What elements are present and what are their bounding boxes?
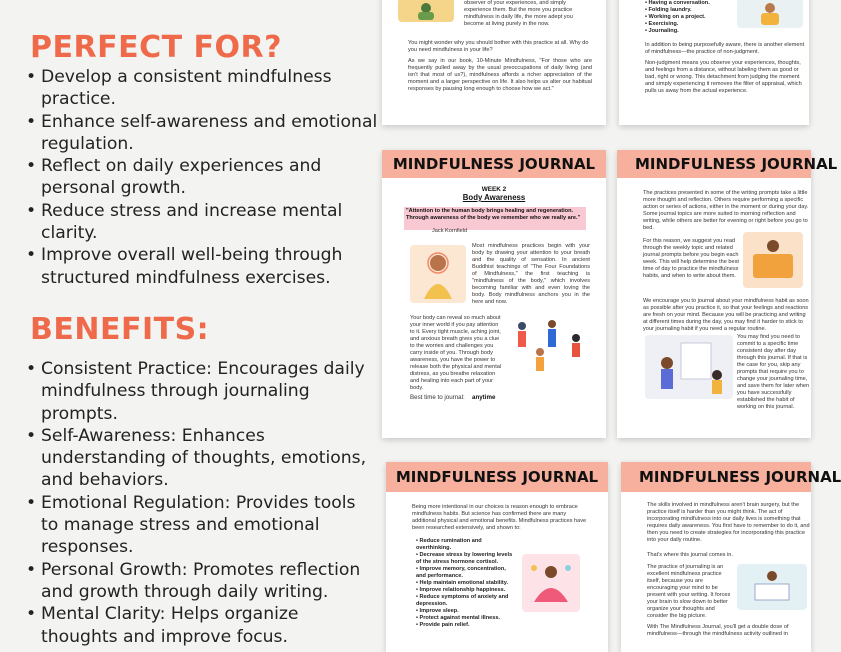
list-item: • Personal Growth: Promotes reflection and growth through daily writing. <box>26 559 378 604</box>
page-banner <box>386 462 608 492</box>
page-title: MINDFULNESS JOURNAL <box>639 468 841 486</box>
benefits-heading: BENEFITS: <box>30 312 210 347</box>
page-title: MINDFULNESS JOURNAL <box>635 155 838 173</box>
list-item: • Reflect on daily experiences and personal growth. <box>26 155 378 200</box>
list-item: • Improve sleep. <box>416 608 514 615</box>
page-text: You may find you need to commit to a specific time consistent day after day through this journal. If that is the case for you, skip any prompts that require you to change your journaling time, and save them for later when you have successfully established the habit of working on this journal. <box>737 334 810 410</box>
list-item: • Improve relationship happiness. <box>416 587 514 594</box>
list-item: • Develop a consistent mindfulness practice. <box>26 66 378 111</box>
quote-author: Jack Kornfield <box>432 228 468 234</box>
benefit-list <box>416 538 514 629</box>
week-label: WEEK 2 <box>481 186 507 193</box>
best-time-label: Best time to journal: <box>410 394 465 401</box>
page-text: You might wonder why you should bother with this practice at all. Why do you need mindfulness in your life? <box>408 40 589 53</box>
list-item: • Self-Awareness: Enhances understanding of thoughts, emotions, and behaviors. <box>26 425 378 492</box>
list-item: • Improve memory, concentration, and performance. <box>416 566 514 580</box>
page-title: MINDFULNESS JOURNAL <box>395 468 599 486</box>
page-text: Your body can reveal so much about your inner world if you pay attention to it. Every tight muscle, aching joint, and anxious breath gives you a clue to the worries and challenges you carry inside of you. Through body awareness, you have the power to release both the physical and mental distress, as you breathe relaxation and healing into each part of your body. <box>410 315 502 391</box>
page-text: The practices presented in some of the writing prompts take a little more thought and reflection. Others require performing a specific action or series of actions, either in the moment or during your day. Some journal topics are more suited to morning reflection and writing, while others are better for evening or right before you go to bed. <box>643 190 809 231</box>
page-banner <box>617 150 838 178</box>
page-text: observer of your experiences, and simply experience them. But the more you practice mindfulness in daily life, the more adept you become at living purely in the now. <box>464 0 573 27</box>
list-item: • Mental Clarity: Helps organize thoughts and improve focus. <box>26 603 378 648</box>
list-item: • Reduce symptoms of anxiety and depression. <box>416 594 514 608</box>
journal-page-top-left <box>382 0 606 125</box>
list-item: • Decrease stress by lowering levels of the stress hormone cortisol. <box>416 552 514 566</box>
list-item: • Consistent Practice: Encourages daily mindfulness through journaling prompts. <box>26 358 378 425</box>
list-item: • Emotional Regulation: Provides tools to manage stress and emotional responses. <box>26 492 378 559</box>
benefits-list <box>26 358 378 648</box>
list-item: • Improve overall well-being through structured mindfulness exercises. <box>26 244 378 289</box>
page-text: With The Mindfulness Journal, you'll get a double dose of mindfulness—through the mindfulness activity outlined in <box>647 624 789 637</box>
page-banner <box>382 150 606 178</box>
page-text: The skills involved in mindfulness aren't brain surgery, but the practice itself is harder than you might think. The act of incorporating mindfulness into our daily lives is something that requires daily awareness. You first have to remember to do it, and then you need to create strategies for incorporating this practice into your daily routine. <box>647 502 810 543</box>
week-subtitle: Body Awareness <box>462 193 526 202</box>
page-text: The practice of journaling is an excellent mindfulness practice itself, because you are encouraging your mind to be present with your writing. It forces your brain to slow down to better organize your thoughts and consider the big picture. <box>647 564 731 619</box>
perfect-for-list <box>26 66 378 289</box>
page-text: Being more intentional in our choices is reason enough to embrace mindfulness habits. But science has confirmed there are many additional physical and emotional benefits. Mindfulness practices have been researched extensively, and shown to: <box>412 504 587 531</box>
list-item: • Enhance self-awareness and emotional regulation. <box>26 111 378 156</box>
journal-page-top-right <box>619 0 809 125</box>
journal-page-week2 <box>382 150 606 438</box>
page-text: We encourage you to journal about your mindfulness habit as soon as possible after you practice it, so that your feelings and reactions are fresh on your mind. Because you will be practicing and writing at different times during the day, you may find it harder to stick to your journaling habit if you need a regular routine. <box>643 298 809 332</box>
journal-page-mid-right <box>617 150 838 438</box>
page-text: For this reason, we suggest you read through the weekly topic and related journal prompts before you begin each week. This will help determine the best time of day to practice the mindfulness habits, and when to write about them. <box>643 238 739 279</box>
page-text: Most mindfulness practices begin with your body by drawing your attention to your breath and the quality of sensation. In ancient Buddhist teachings of "The Four Foundations of Mindfulness," the first teaching is "mindfulness of the body," which involves becoming familiar with and even loving the body. Body mindfulness anchors you in the here and now. <box>472 243 590 305</box>
journaling-illustration <box>743 232 803 288</box>
page-text: In addition to being purposefully aware, there is another element of mindfulness—the practice of non-judgment. <box>645 42 805 55</box>
perfect-for-heading: PERFECT FOR? <box>30 30 282 65</box>
page-text: As we say in our book, 10-Minute Mindfulness, "For those who are frequently pulled away by the usual preoccupations of daily living (and isn't that most of us?), mindfulness affords a richer appreciation of the moment and a larger perspective on life. It also helps us alter our habitual responses by pausing long enough to choose how we act." <box>408 58 592 92</box>
page-banner <box>621 462 841 492</box>
planning-illustration <box>645 335 733 399</box>
list-item: • Protect against mental illness. <box>416 615 514 622</box>
page-text: Non-judgment means you observe your experiences, thoughts, and feelings from a distance, without labeling them as good or bad, right or wrong. This detachment from judging the moment and simply experiencing it removes the filter of appraisal, which pulls us away from the actual experience. <box>645 60 802 94</box>
journal-page-bottom-right <box>621 462 841 652</box>
best-time-value: anytime <box>472 394 496 401</box>
page-text: That's where this journal comes in. <box>647 552 733 558</box>
meditation-illustration <box>522 554 580 612</box>
list-item: • Journaling. <box>645 28 735 35</box>
list-item: • Having a conversation. <box>645 0 735 7</box>
page-title: MINDFULNESS JOURNAL <box>392 155 596 173</box>
list-item: • Reduce rumination and overthinking. <box>416 538 514 552</box>
list-item: • Working on a project. <box>645 14 735 21</box>
body-awareness-illustration <box>410 245 466 303</box>
quote-text: "Attention to the human body brings healing and regeneration. Through awareness of the body we remember who we really are." <box>406 208 581 221</box>
list-item: • Exercising. <box>645 21 735 28</box>
list-item: • Help maintain emotional stability. <box>416 580 514 587</box>
writing-illustration <box>737 564 807 610</box>
list-item: • Folding laundry. <box>645 7 735 14</box>
person-illustration <box>737 0 803 28</box>
left-panel <box>0 0 380 647</box>
list-item: • Reduce stress and increase mental clarity. <box>26 200 378 245</box>
activity-list <box>645 0 735 35</box>
meditation-illustration <box>398 0 454 22</box>
exercise-illustration <box>504 316 594 374</box>
journal-page-bottom-left <box>386 462 608 652</box>
list-item: • Provide pain relief. <box>416 622 514 629</box>
